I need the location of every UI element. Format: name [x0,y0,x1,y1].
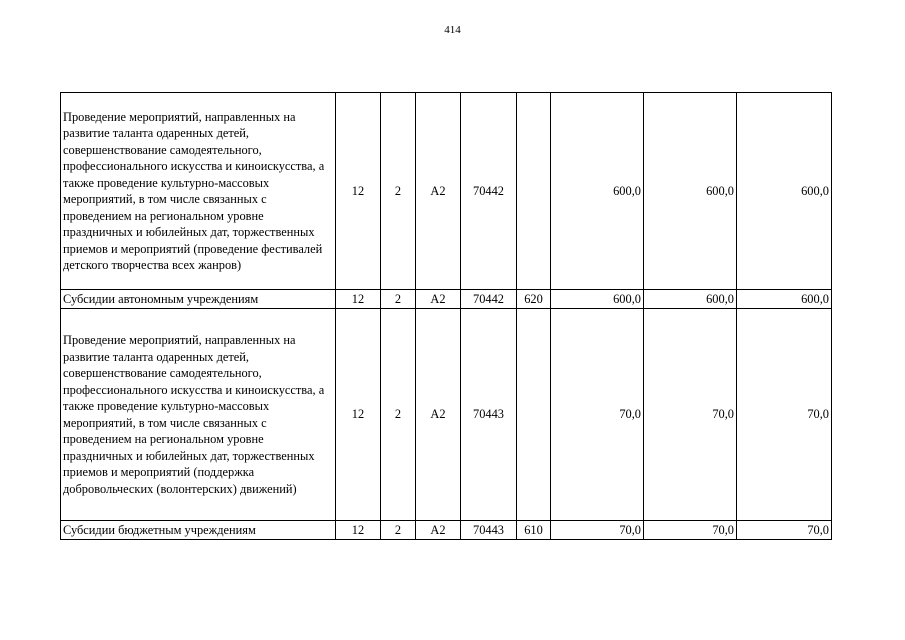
row-description: Субсидии автономным учреждениям [61,290,336,309]
code-cell: 70443 [461,521,517,540]
sum1-cell: 600,0 [551,290,644,309]
sum1-cell: 600,0 [551,93,644,290]
code-cell: 70443 [461,309,517,521]
section-cell: 12 [336,309,381,521]
row-description: Проведение мероприятий, направленных на развитие таланта одаренных детей, совершенствование самодеятельного, профессионального искусства и киноискусства, а также проведение культурно-массовых мероприятий, в том числе связанных с проведением на региональном уровне праздничных и юбилейных дат, торжественных приемов и мероприятий (проведение фестивалей детского творчества всех жанров) [61,93,336,290]
page-number: 414 [444,24,461,36]
sum2-cell: 70,0 [644,521,737,540]
row-description: Проведение мероприятий, направленных на развитие таланта одаренных детей, совершенствование самодеятельного, профессионального искусства и киноискусства, а также проведение культурно-массовых мероприятий, в том числе связанных с проведением на региональном уровне праздничных и юбилейных дат, торжественных приемов и мероприятий (поддержка добровольческих (волонтерских) движений) [61,309,336,521]
section-cell: 12 [336,290,381,309]
table-row [61,93,832,290]
table-row [61,290,832,309]
code-cell: 70442 [461,93,517,290]
program-cell: А2 [416,93,461,290]
table-row [61,521,832,540]
sum2-cell: 70,0 [644,309,737,521]
sum3-cell: 600,0 [737,290,832,309]
budget-table [60,92,832,540]
table-row [61,309,832,521]
type-cell [517,309,551,521]
sum2-cell: 600,0 [644,290,737,309]
type-cell: 620 [517,290,551,309]
program-cell: А2 [416,290,461,309]
sum3-cell: 70,0 [737,521,832,540]
subsection-cell: 2 [381,521,416,540]
section-cell: 12 [336,93,381,290]
subsection-cell: 2 [381,309,416,521]
section-cell: 12 [336,521,381,540]
sum2-cell: 600,0 [644,93,737,290]
subsection-cell: 2 [381,290,416,309]
row-description: Субсидии бюджетным учреждениям [61,521,336,540]
type-cell [517,93,551,290]
subsection-cell: 2 [381,93,416,290]
sum3-cell: 600,0 [737,93,832,290]
sum1-cell: 70,0 [551,521,644,540]
program-cell: А2 [416,521,461,540]
code-cell: 70442 [461,290,517,309]
sum1-cell: 70,0 [551,309,644,521]
sum3-cell: 70,0 [737,309,832,521]
program-cell: А2 [416,309,461,521]
type-cell: 610 [517,521,551,540]
